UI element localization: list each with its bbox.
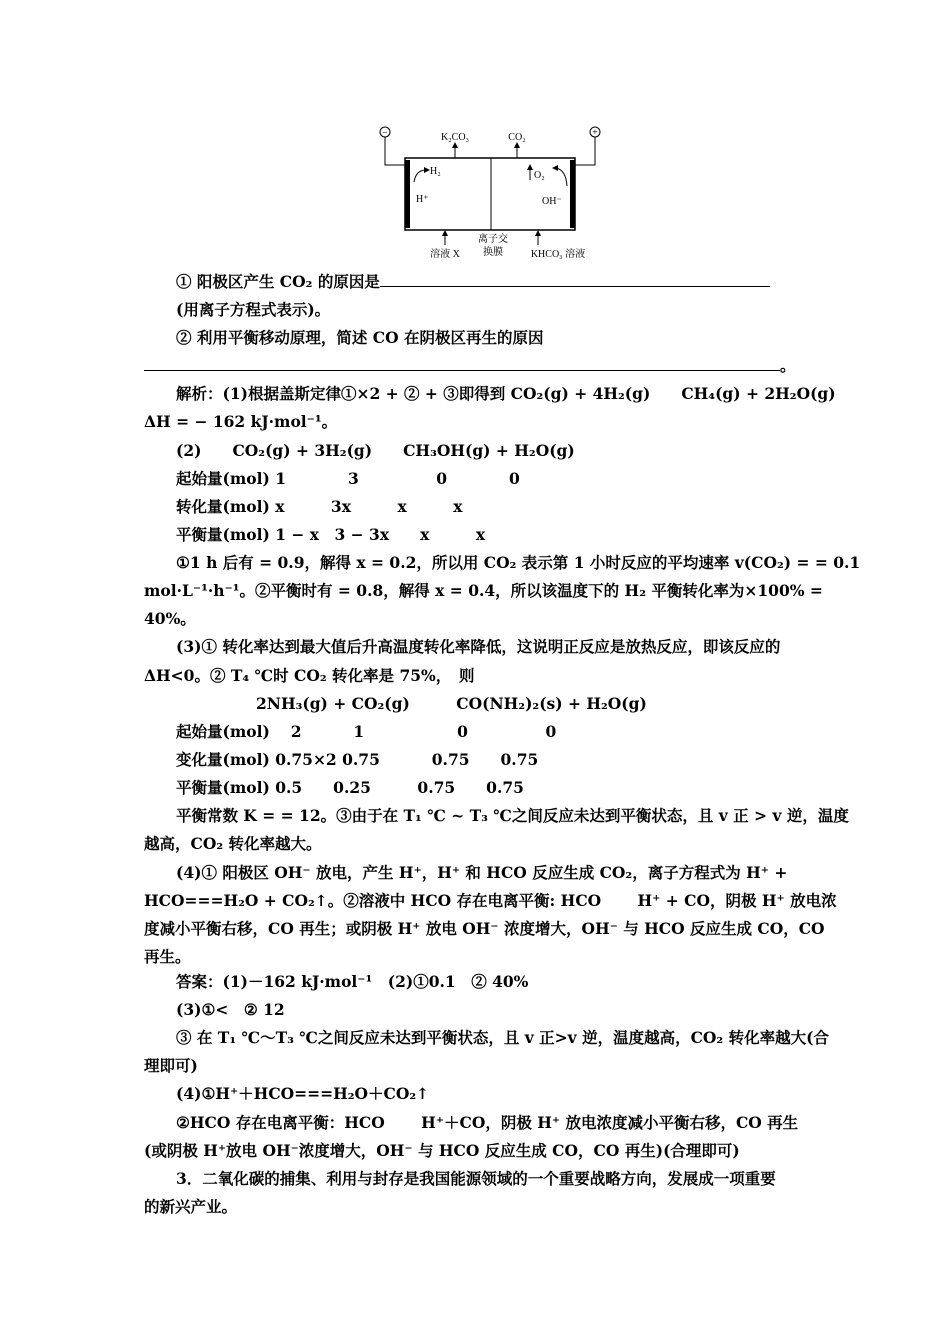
oh-minus-label: OH⁻ [542,196,562,207]
answer-line: (4)①H⁺＋HCO===H₂O＋CO₂↑ [176,1084,430,1103]
negative-wire [385,137,405,165]
equation-line: 2NH₃(g) + CO₂(g) CO(NH₂)₂(s) + H₂O(g) [256,694,647,713]
positive-wire [575,137,595,165]
analysis-line: ΔH = − 162 kJ·mol⁻¹。 [144,412,338,431]
question-line: ① 阳极区产生 CO₂ 的原因是 [176,272,841,292]
analysis-line: 再生。 [144,947,191,966]
analysis-line: (2) CO₂(g) + 3H₂(g) CH₃OH(g) + H₂O(g) [176,441,575,460]
o2-label: O₂ [534,170,545,181]
analysis-line: mol·L⁻¹·h⁻¹。②平衡时有 = 0.8，解得 x = 0.4，所以该温度下的 H₂ 平衡转化率为×100% = [144,581,823,600]
membrane-label-2: 换膜 [483,247,503,258]
question-3-line: 的新兴产业。 [144,1197,238,1216]
k2co3-label: K₂CO₃ [440,132,470,143]
analysis-line: 40%。 [144,609,196,628]
electrolysis-cell-diagram [370,120,610,265]
solution-x-label: 溶液 X [430,249,460,260]
answer-line: (或阴极 H⁺放电 OH⁻浓度增大，OH⁻ 与 HCO 反应生成 CO，CO 再生)(合理即可) [144,1141,740,1160]
curve-arrow-icon [552,165,558,171]
analysis-line: HCO===H₂O + CO₂↑。②溶液中 HCO 存在电离平衡: HCO H⁺ + CO，阴极 H⁺ 放电浓 [144,891,837,910]
question-line: (用离子方程式表示)。 [176,300,331,319]
answer-line: 答案：(1)－162 kJ·mol⁻¹ (2)①0.1 ② 40% [176,972,529,991]
analysis-line: (4)① 阳极区 OH⁻ 放电，产生 H⁺，H⁺ 和 HCO 反应生成 CO₂，离子方程式为 H⁺ + [176,863,788,882]
anode-plate [570,160,575,228]
o2-arrow-icon [527,164,533,170]
analysis-line: 转化量(mol) x 3x x x [176,497,463,516]
analysis-line: 越高，CO₂ 转化率越大。 [144,834,322,853]
answer-line: (3)①< ② 12 [176,1000,285,1019]
answer-line: ③ 在 T₁ ℃～T₃ ℃之间反应未达到平衡状态，且 v 正>v 逆，温度越高，CO₂ 转化率越大(合 [176,1028,829,1047]
negative-sign: − [382,127,388,139]
analysis-line: 解析：(1)根据盖斯定律①×2 + ② + ③即得到 CO₂(g) + 4H₂(g) CH₄(g) + 2H₂O(g) [176,384,836,403]
question-3-line: 3．二氧化碳的捕集、利用与封存是我国能源领域的一个重要战略方向，发展成一项重要 [176,1169,776,1188]
question-line: 。 [144,356,809,376]
question-line: ② 利用平衡移动原理，简述 CO 在阴极区再生的原因 [176,328,544,347]
analysis-line: 平衡常数 K = = 12。③由于在 T₁ ℃ ~ T₃ ℃之间反应未达到平衡状态，且 v 正 > v 逆，温度 [176,806,849,825]
analysis-line: 度减小平衡右移，CO 再生；或阴极 H⁺ 放电 OH⁻ 浓度增大，OH⁻ 与 HCO 反应生成 CO，CO [144,919,825,938]
analysis-line: 变化量(mol) 0.75×2 0.75 0.75 0.75 [176,750,539,769]
khco3-label: KHCO₃ 溶液 [530,249,586,260]
positive-sign: + [592,127,598,139]
analysis-line: ΔH<0。② T₄ ℃时 CO₂ 转化率是 75%， 则 [144,666,475,685]
cathode-plate [405,160,410,228]
analysis-line: 起始量(mol) 2 1 0 0 [176,722,557,741]
analysis-line: ①1 h 后有 = 0.9，解得 x = 0.2，所以用 CO₂ 表示第 1 小时反应的平均速率 v(CO₂) = = 0.1 [176,553,861,572]
up-arrow-icon [442,230,448,236]
analysis-line: 平衡量(mol) 0.5 0.25 0.75 0.75 [176,778,524,797]
analysis-line: 平衡量(mol) 1 − x 3 − 3x x x [176,525,486,544]
co2-label: CO₂ [508,132,526,143]
analysis-line: 起始量(mol) 1 3 0 0 [176,469,520,488]
membrane-label-1: 离子交 [478,234,508,245]
answer-line: ②HCO 存在电离平衡：HCO H⁺＋CO，阴极 H⁺ 放电浓度减小平衡右移，CO 再生 [176,1113,799,1132]
up-arrow-icon [535,230,541,236]
answer-line: 理即可) [144,1056,198,1075]
h-plus-label: H⁺ [416,194,429,205]
h2-label: H₂ [430,166,441,177]
analysis-line: (3)① 转化率达到最大值后升高温度转化率降低，这说明正反应是放热反应，即该反应的 [176,637,781,656]
